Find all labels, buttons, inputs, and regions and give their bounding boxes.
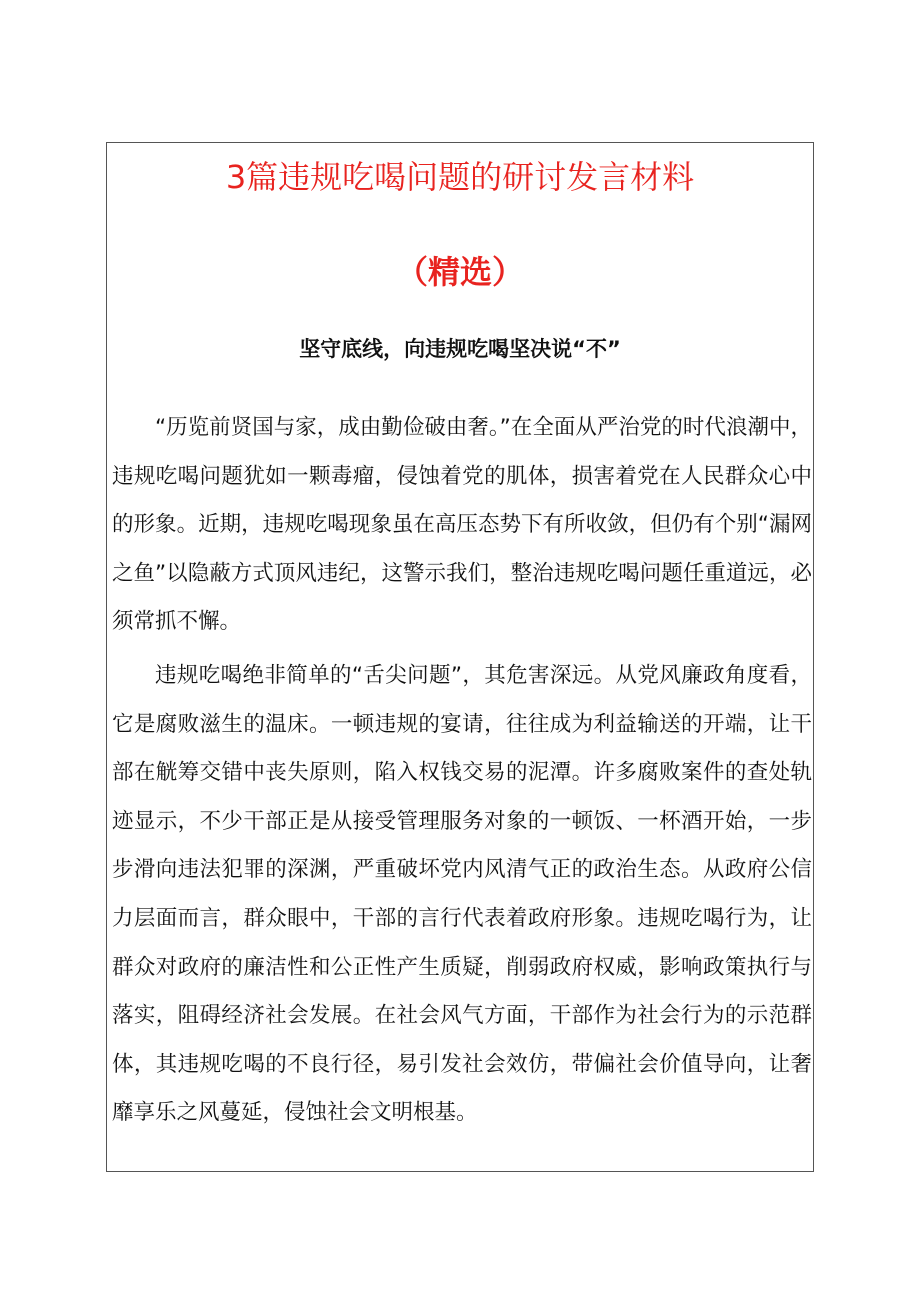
document-subtitle: （精选） [395,253,524,291]
body-paragraph: 违规吃喝绝非简单的“舌尖问题”，其危害深远。从党风廉政角度看，它是腐败滋生的温床。一顿违规的宴请，往往成为利益输送的开端，让干部在觥筹交错中丧失原则，陷入权钱交易的泥潭。许多腐败案件的查处轨迹显示，不少干部正是从接受管理服务对象的一顿饭、一杯酒开始，一步步滑向违法犯罪的深渊，严重破坏党内风清气正的政治生态。从政府公信力层面而言，群众眼中，干部的言行代表着政府形象。违规吃喝行为，让群众对政府的廉洁性和公正性产生质疑，削弱政府权威，影响政策执行与落实，阻碍经济社会发展。在社会风气方面，干部作为社会行为的示范群体，其违规吃喝的不良行径，易引发社会效仿，带偏社会价值导向，让奢靡享乐之风蔓延，侵蚀社会文明根基。 [112,663,812,1126]
section-heading: 坚守底线，向违规吃喝坚决说“不” [299,337,621,361]
document-title: 3篇违规吃喝问题的研讨发言材料 [225,158,695,196]
body-paragraph: “历览前贤国与家，成由勤俭破由奢。”在全面从严治党的时代浪潮中，违规吃喝问题犹如一颗毒瘤，侵蚀着党的肌体，损害着党在人民群众心中的形象。近期，违规吃喝现象虽在高压态势下有所收敛，但仍有个别“漏网之鱼”以隐蔽方式顶风违纪，这警示我们，整治违规吃喝问题任重道远，必须常抓不懈。 [112,415,812,635]
